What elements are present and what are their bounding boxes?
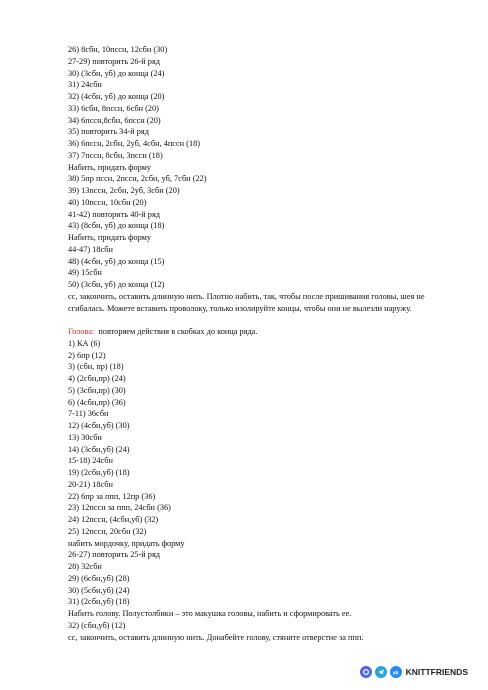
footer-brand: [360, 666, 468, 678]
head-heading: [68, 326, 468, 338]
pattern-row: 34) 6псcн,8сбн, 6псcн (20): [68, 115, 161, 125]
pattern-row: 2) 6пр (12): [68, 350, 106, 360]
vk-icon[interactable]: [390, 666, 402, 678]
document-page: [68, 44, 468, 643]
pattern-row: 14) (3сбн,уб) (24): [68, 444, 130, 454]
pattern-row: 31) 24сбн: [68, 80, 102, 90]
pattern-row: сс, закончить, оставить длинную нить. Донабейте голову, стяните отверстие за ппп.: [68, 632, 364, 642]
head-intro: повторяем действия в скобках до конца ряда.: [94, 327, 258, 336]
pattern-row: 25) 12псcн, 20сбн (32): [68, 526, 147, 536]
pattern-row: 31) (2сбн,уб) (18): [68, 597, 130, 607]
pattern-row: Набить голову. Полустолбики – это макушка головы, набить и сформировать ее.: [68, 609, 352, 618]
pattern-row: 22) 6пр за ппп, 12пр (36): [68, 491, 156, 501]
pattern-row: 35) повторить 34-й ряд: [68, 127, 149, 137]
pattern-row: 19) (2сбн,уб) (18): [68, 468, 130, 477]
pattern-row: Набить, придать форму: [68, 162, 152, 172]
pattern-row: набить мордочку, придать форму: [68, 538, 185, 548]
pattern-row: 48) (4сбн, уб) до конца (15): [68, 256, 165, 266]
pattern-row: 26-27) повторить 25-й ряд: [68, 550, 160, 560]
pattern-row: 3) (сбн, пр) (18): [68, 362, 124, 372]
svg-text:vk: vk: [392, 669, 399, 676]
pattern-row: 12) (4сбн,уб) (30): [68, 421, 130, 430]
pattern-row: 20-21) 18сбн: [68, 479, 113, 489]
pattern-row: 30) (5сбн,уб) (24): [68, 585, 130, 595]
pattern-row: 1) КА (6): [68, 338, 101, 348]
pattern-row: 27-29) повторить 26-й ряд: [68, 56, 160, 66]
pattern-row: 50) (3сбн, уб) до конца (12): [68, 280, 165, 289]
pattern-row: 15-18) 24сбн: [68, 456, 113, 466]
max-icon[interactable]: [360, 666, 372, 678]
pattern-row: 7-11) 36сбн: [68, 409, 109, 419]
body-note: сс, закончить, оставить длинную нить. Плотно набить, так, чтобы после пришивания головы, шея не сгибалась. Можете вставить проволоку, только изолируйте концы, чтобы они не вылезли наружу.: [68, 291, 425, 313]
pattern-row: 4) (2сбн,пр) (24): [68, 374, 126, 383]
pattern-row: 26) 8сбн, 10псcн, 12сбн (30): [68, 45, 168, 54]
pattern-row: 33) 6сбн, 8псcн, 6сбн (20): [68, 103, 159, 113]
pattern-row: Набить, придать форму: [68, 233, 152, 242]
pattern-row: 30) (3сбн, уб) до конца (24): [68, 68, 165, 78]
pattern-row: 36) 6псcн, 2сбн, 2уб, 4сбн, 4псcн (18): [68, 139, 201, 148]
pattern-row: 32) (4сбн, уб) до конца (20): [68, 92, 165, 101]
pattern-row: 29) (6сбн,уб) (28): [68, 573, 130, 583]
pattern-row: 23) 12псcн за ппп, 24сбн (36): [68, 503, 171, 513]
spacer: [68, 314, 468, 326]
pattern-row: 39) 13псcн, 2сбн, 2уб, 3сбн (20): [68, 186, 180, 195]
body-rows: [68, 44, 468, 291]
pattern-row: 40) 10псcн, 10сбн (20): [68, 197, 147, 207]
pattern-row: 6) (4сбн,пр) (36): [68, 397, 126, 407]
pattern-row: 32) (сбн,уб) (12): [68, 620, 126, 630]
pattern-row: 49) 15сбн: [68, 268, 102, 278]
pattern-row: 41-42) повторить 40-й ряд: [68, 209, 160, 219]
head-label: Голова:: [68, 327, 95, 336]
pattern-row: 13) 30сбн: [68, 432, 102, 442]
pattern-row: 5) (3сбн,пр) (30): [68, 385, 126, 395]
head-rows: [68, 338, 468, 644]
brand-name: KNITTFRIENDS: [405, 667, 468, 677]
pattern-row: 24) 12псcн, (4сбн,уб) (32): [68, 515, 159, 524]
telegram-icon[interactable]: [375, 666, 387, 678]
pattern-row: 43) (8сбн, уб) до конца (18): [68, 221, 165, 231]
pattern-row: 28) 32сбн: [68, 562, 102, 571]
pattern-row: 44-47) 18сбн: [68, 244, 113, 254]
pattern-row: 38) 5пр псcн, 2псcн, 2сбн, уб, 7сбн (22): [68, 174, 207, 184]
pattern-row: 37) 7псcн, 8сбн, 3псcн (18): [68, 150, 163, 160]
